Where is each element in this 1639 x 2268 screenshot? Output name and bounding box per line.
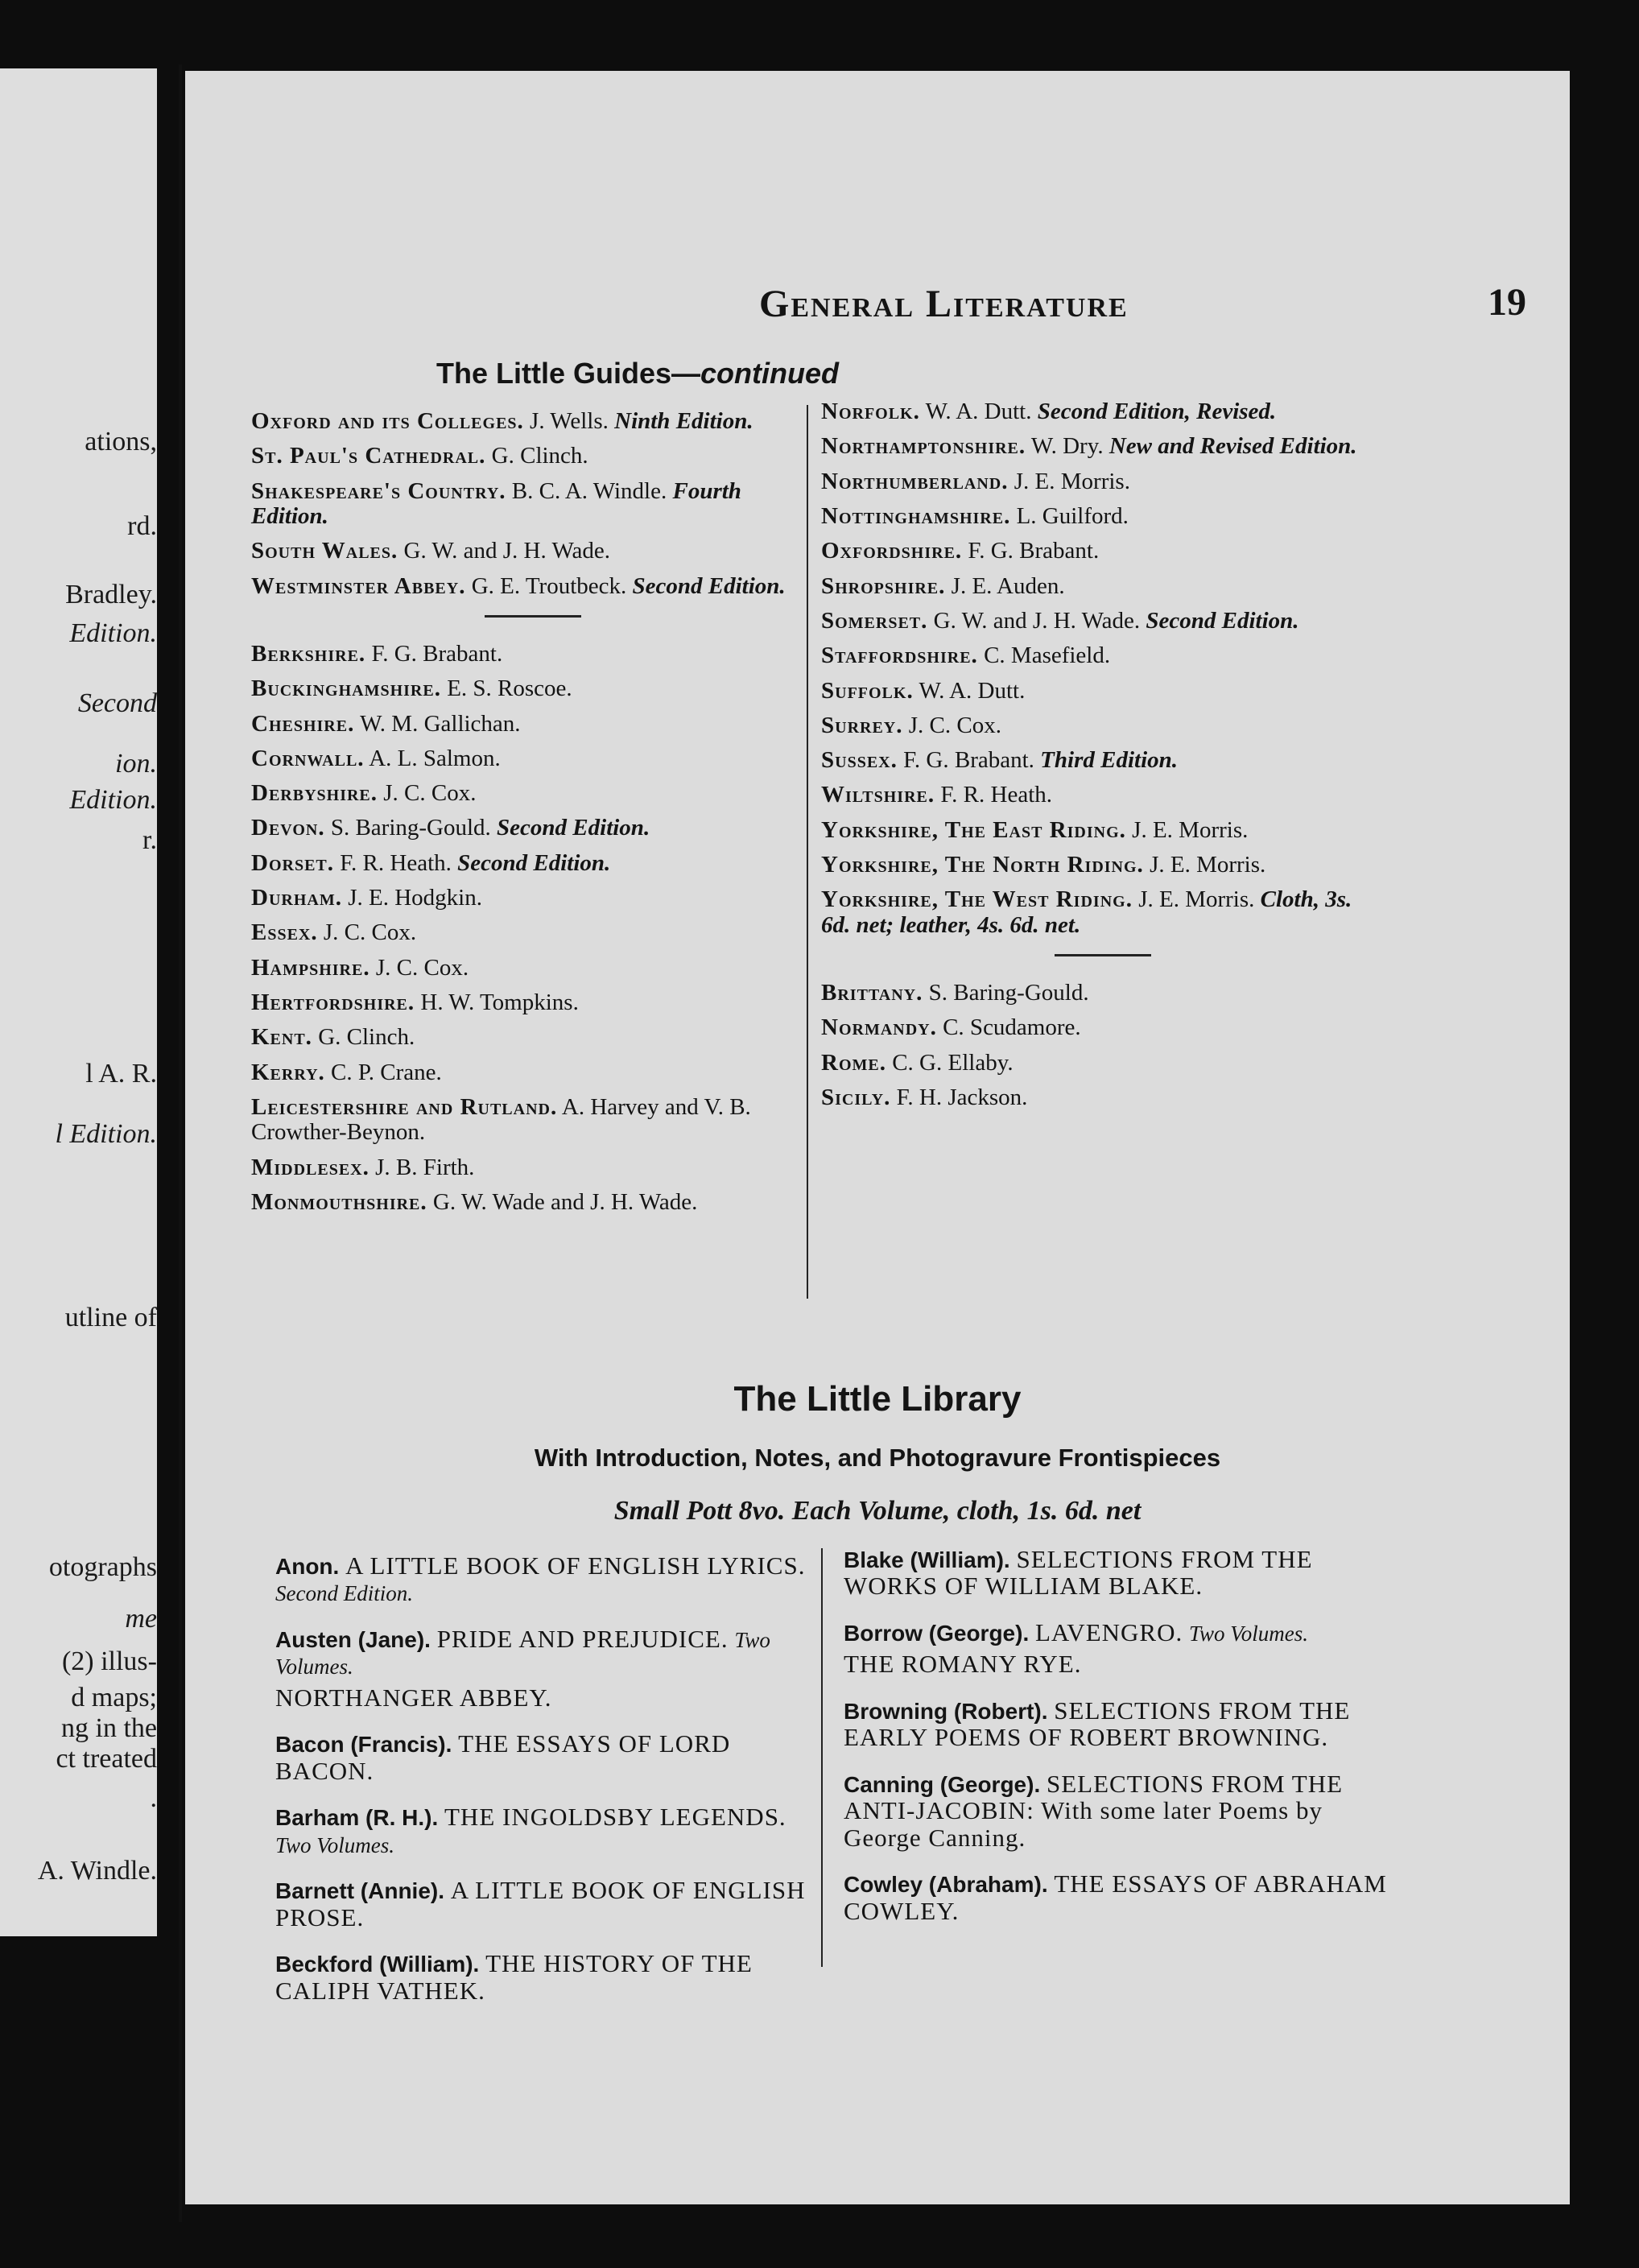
guide-place: Brittany. [821, 980, 923, 1006]
guide-entry [821, 853, 1385, 878]
facing-page-text: rd. [127, 511, 157, 541]
library-book-title: SELECTIONS FROM THE WORKS OF WILLIAM BLAKE. [844, 1545, 1313, 1601]
guide-entry [821, 783, 1385, 808]
guide-author: B. C. A. Windle. [511, 477, 667, 504]
guide-author: J. Wells. [530, 408, 609, 434]
guide-entry [251, 956, 815, 981]
guide-author: F. G. Brabant. [371, 640, 503, 667]
guide-place: Yorkshire, The North Riding. [821, 852, 1144, 878]
library-book-title: THE ESSAYS OF ABRAHAM COWLEY. [844, 1869, 1387, 1925]
guide-place: Buckinghamshire. [251, 675, 441, 702]
library-author: Blake (William). [844, 1547, 1010, 1572]
guide-entry [821, 1051, 1385, 1076]
guide-entry [251, 409, 815, 434]
guide-place: Yorkshire, The East Riding. [821, 816, 1126, 843]
guide-place: Westminster Abbey. [251, 572, 466, 599]
library-entry [275, 1877, 823, 1931]
guide-entry [821, 1015, 1385, 1040]
section-heading: The Little Guides—continued [436, 357, 840, 390]
guide-entry [251, 1095, 815, 1146]
guide-entry [821, 609, 1385, 634]
guide-place: South Wales. [251, 538, 398, 564]
guide-entry [821, 539, 1385, 564]
facing-page-text: utline of [64, 1303, 157, 1332]
guide-place: Surrey. [821, 712, 903, 738]
library-volumes: Two Volumes. [1188, 1621, 1308, 1646]
facing-page-text: ng in the [61, 1713, 157, 1743]
guide-author: A. L. Salmon. [369, 745, 501, 771]
guide-place: Devon. [251, 815, 325, 841]
guide-author: S. Baring-Gould. [330, 815, 491, 841]
guide-place: Hampshire. [251, 954, 370, 981]
guide-author: J. C. Cox. [383, 780, 477, 807]
guide-edition: Ninth Edition. [614, 408, 753, 434]
guide-entry [251, 990, 815, 1015]
guide-author: W. Dry. [1030, 433, 1104, 460]
guide-place: Kent. [251, 1024, 312, 1051]
section-divider [1055, 954, 1151, 956]
library-title: The Little Library [733, 1379, 1022, 1419]
guide-place: Sicily. [821, 1084, 891, 1110]
page-number: 19 [1488, 281, 1526, 324]
guide-place: Cornwall. [251, 745, 365, 771]
guide-place: Northamptonshire. [821, 433, 1026, 460]
guide-entry [821, 643, 1385, 668]
guide-author: W. A. Dutt. [919, 677, 1026, 704]
library-book-title: SELECTIONS FROM THE EARLY POEMS OF ROBERT BROWNING. [844, 1696, 1351, 1752]
guide-place: Norfolk. [821, 399, 920, 424]
guide-author: G. W. Wade and J. H. Wade. [432, 1188, 698, 1215]
guide-place: Hertfordshire. [251, 989, 415, 1015]
guide-entry [251, 1155, 815, 1180]
library-entry [844, 1770, 1399, 1851]
facing-page-text: Second [77, 688, 157, 718]
library-book-title: A LITTLE BOOK OF ENGLISH LYRICS. [345, 1551, 806, 1580]
library-book-title: NORTHANGER ABBEY. [275, 1683, 552, 1712]
guide-entry [251, 676, 815, 701]
guide-entry [821, 981, 1385, 1006]
guide-place: Sussex. [821, 747, 898, 774]
guide-author: F. G. Brabant. [903, 747, 1034, 774]
facing-page-text: ct treated [56, 1744, 157, 1774]
guide-place: Oxfordshire. [821, 538, 963, 564]
guide-entry [821, 434, 1385, 459]
guide-place: Somerset. [821, 607, 928, 634]
guide-place: St. Paul's Cathedral. [251, 443, 486, 469]
running-header: General Literature [759, 283, 1129, 325]
guide-author: J. E. Auden. [951, 572, 1065, 599]
guide-edition: Cloth, 3s. 6d. net; leather, 4s. 6d. net. [821, 886, 1352, 938]
facing-page-text: ion. [115, 749, 157, 779]
guide-place: Middlesex. [251, 1154, 369, 1180]
library-entry [844, 1546, 1399, 1600]
section-divider [485, 615, 581, 618]
library-author: Austen (Jane). [275, 1626, 431, 1652]
library-entry [275, 1626, 823, 1711]
guide-place: Shakespeare's Country. [251, 477, 506, 504]
guide-place: Leicestershire and Rutland. [251, 1093, 558, 1120]
library-format: Small Pott 8vo. Each Volume, cloth, 1s. 6d. net [613, 1496, 1142, 1526]
guide-author: C. P. Crane. [331, 1059, 442, 1085]
library-right-column [844, 1546, 1399, 1944]
guide-author: H. W. Tompkins. [420, 989, 579, 1015]
guide-entry [251, 886, 815, 911]
library-entry [275, 1730, 823, 1784]
guide-author: G. Clinch. [491, 443, 588, 469]
guide-author: J. E. Morris. [1150, 852, 1266, 878]
guide-author: J. E. Hodgkin. [348, 885, 482, 911]
guide-entry [821, 748, 1385, 773]
facing-page-text: me [125, 1604, 157, 1634]
guide-place: Northumberland. [821, 468, 1009, 494]
guide-entry [251, 851, 815, 876]
guide-place: Wiltshire. [821, 782, 935, 808]
guide-edition: Second Edition, Revised. [1037, 399, 1277, 424]
guide-place: Essex. [251, 919, 318, 946]
guide-entry [251, 816, 815, 841]
column-rule [821, 1548, 823, 1967]
guide-place: Cheshire. [251, 710, 355, 737]
facing-page-text: . [150, 1783, 157, 1813]
library-author: Browning (Robert). [844, 1698, 1048, 1724]
guide-edition: Fourth Edition. [251, 477, 741, 529]
guide-author: E. S. Roscoe. [447, 675, 572, 702]
facing-page-text: ations, [85, 427, 157, 456]
guide-entry [251, 920, 815, 945]
guide-author: S. Baring-Gould. [928, 980, 1089, 1006]
guide-author: F. G. Brabant. [968, 538, 1100, 564]
library-book-title: SELECTIONS FROM THE ANTI-JACOBIN: With some later Poems by George Canning. [844, 1769, 1344, 1852]
guide-edition: Second Edition. [497, 815, 650, 841]
guide-entry [251, 642, 815, 667]
guide-edition: Third Edition. [1040, 747, 1178, 774]
guide-author: C. Scudamore. [943, 1014, 1081, 1041]
guide-place: Normandy. [821, 1014, 937, 1041]
guide-author: J. E. Morris. [1138, 886, 1255, 913]
library-entry [275, 1950, 823, 2004]
facing-page-text: otographs [48, 1552, 157, 1582]
guide-author: J. C. Cox. [908, 712, 1001, 738]
library-book-title: THE HISTORY OF THE CALIPH VATHEK. [275, 1949, 753, 2005]
guide-entry [821, 713, 1385, 738]
facing-page-text: (2) illus- [61, 1646, 157, 1676]
guide-author: F. H. Jackson. [896, 1084, 1028, 1110]
guide-entry [821, 574, 1385, 599]
guide-author: C. G. Ellaby. [892, 1049, 1014, 1076]
guide-author: J. C. Cox. [375, 954, 469, 981]
guide-place: Derbyshire. [251, 780, 378, 807]
library-book-title: A LITTLE BOOK OF ENGLISH PROSE. [275, 1876, 806, 1931]
library-author: Canning (George). [844, 1771, 1041, 1797]
guide-edition: Second Edition. [457, 849, 611, 876]
library-author: Cowley (Abraham). [844, 1872, 1048, 1898]
guide-entry [821, 818, 1385, 843]
guide-entry [251, 574, 815, 599]
guide-author: J. C. Cox. [323, 919, 417, 946]
library-left-column [275, 1552, 823, 2023]
guide-entry [821, 504, 1385, 529]
guide-entry [821, 469, 1385, 494]
guide-place: Monmouthshire. [251, 1188, 427, 1215]
guide-edition: Second Edition. [632, 572, 786, 599]
guide-entry [251, 1060, 815, 1085]
facing-page-text: d maps; [71, 1683, 157, 1712]
library-volumes: Two Volumes. [275, 1627, 770, 1679]
library-book-title: THE INGOLDSBY LEGENDS. [444, 1803, 786, 1832]
guide-author: G. W. and J. H. Wade. [403, 538, 610, 564]
library-author: Anon. [275, 1554, 340, 1579]
guide-place: Shropshire. [821, 572, 946, 599]
library-entry [275, 1552, 823, 1606]
library-entry [844, 1870, 1399, 1924]
guide-entry [821, 399, 1385, 424]
library-volumes: Second Edition. [275, 1581, 413, 1606]
guide-entry [821, 679, 1385, 704]
guide-entry [251, 712, 815, 737]
library-entry [275, 1803, 823, 1857]
guide-entry [251, 1025, 815, 1050]
guide-author: L. Guilford. [1016, 502, 1129, 529]
guide-author: J. E. Morris. [1014, 468, 1130, 494]
guide-place: Staffordshire. [821, 642, 978, 669]
guide-place: Durham. [251, 885, 342, 911]
guide-author: G. W. and J. H. Wade. [933, 607, 1141, 634]
guide-author: G. Clinch. [318, 1024, 415, 1051]
guide-place: Dorset. [251, 849, 334, 876]
facing-page-text: l Edition. [55, 1119, 157, 1149]
guide-entry [251, 479, 815, 530]
guide-entry [251, 539, 815, 564]
facing-page-text: A. Windle. [37, 1856, 157, 1886]
library-author: Bacon (Francis). [275, 1732, 452, 1758]
guide-place: Oxford and its Colleges. [251, 408, 524, 434]
facing-page-fragment [0, 68, 157, 1936]
guide-entry [251, 781, 815, 806]
guide-place: Kerry. [251, 1059, 325, 1085]
guide-place: Yorkshire, The West Riding. [821, 886, 1133, 913]
guide-entry [821, 1085, 1385, 1110]
guide-author: F. R. Heath. [940, 782, 1053, 808]
facing-page-text: Edition. [69, 785, 157, 815]
guide-place: Suffolk. [821, 677, 914, 704]
facing-page-text: r. [142, 825, 157, 855]
facing-page-text: Edition. [69, 618, 157, 648]
library-entry [844, 1619, 1399, 1678]
guide-author: C. Masefield. [984, 642, 1111, 669]
facing-page-text: l A. R. [85, 1059, 157, 1089]
guide-place: Rome. [821, 1049, 886, 1076]
guide-entry [821, 887, 1385, 938]
library-book-title: THE ROMANY RYE. [844, 1650, 1082, 1679]
guide-entry [251, 1190, 815, 1215]
guide-entry [251, 746, 815, 771]
library-author: Barham (R. H.). [275, 1805, 439, 1831]
library-author: Barnett (Annie). [275, 1878, 444, 1904]
library-entry [844, 1697, 1399, 1751]
library-book-title: PRIDE AND PREJUDICE. [436, 1624, 729, 1653]
guide-edition: Second Edition. [1146, 607, 1299, 634]
library-volumes: Two Volumes. [275, 1832, 395, 1857]
library-author: Beckford (William). [275, 1952, 480, 1977]
column-rule [807, 405, 808, 1299]
guide-author: J. E. Morris. [1132, 816, 1249, 843]
guide-author: W. A. Dutt. [925, 399, 1032, 424]
guides-left-column [251, 409, 815, 1225]
library-book-title: LAVENGRO. [1034, 1617, 1183, 1646]
guide-author: F. R. Heath. [340, 849, 452, 876]
guides-right-column [821, 399, 1385, 1120]
library-subtitle: With Introduction, Notes, and Photogravure Frontispieces [534, 1444, 1221, 1472]
guide-author: G. E. Troutbeck. [471, 572, 627, 599]
book-gutter [179, 64, 182, 2222]
guide-entry [251, 444, 815, 469]
guide-author: A. Harvey and V. B. Crowther-Beynon. [251, 1093, 751, 1146]
guide-author: W. M. Gallichan. [360, 710, 521, 737]
facing-page-text: Bradley. [65, 580, 157, 609]
guide-edition: New and Revised Edition. [1108, 433, 1357, 460]
guide-place: Nottinghamshire. [821, 502, 1011, 529]
guide-author: J. B. Firth. [375, 1154, 475, 1180]
library-book-title: THE ESSAYS OF LORD BACON. [275, 1729, 731, 1785]
book-page [185, 71, 1570, 2204]
guide-place: Berkshire. [251, 640, 366, 667]
library-author: Borrow (George). [844, 1620, 1030, 1646]
